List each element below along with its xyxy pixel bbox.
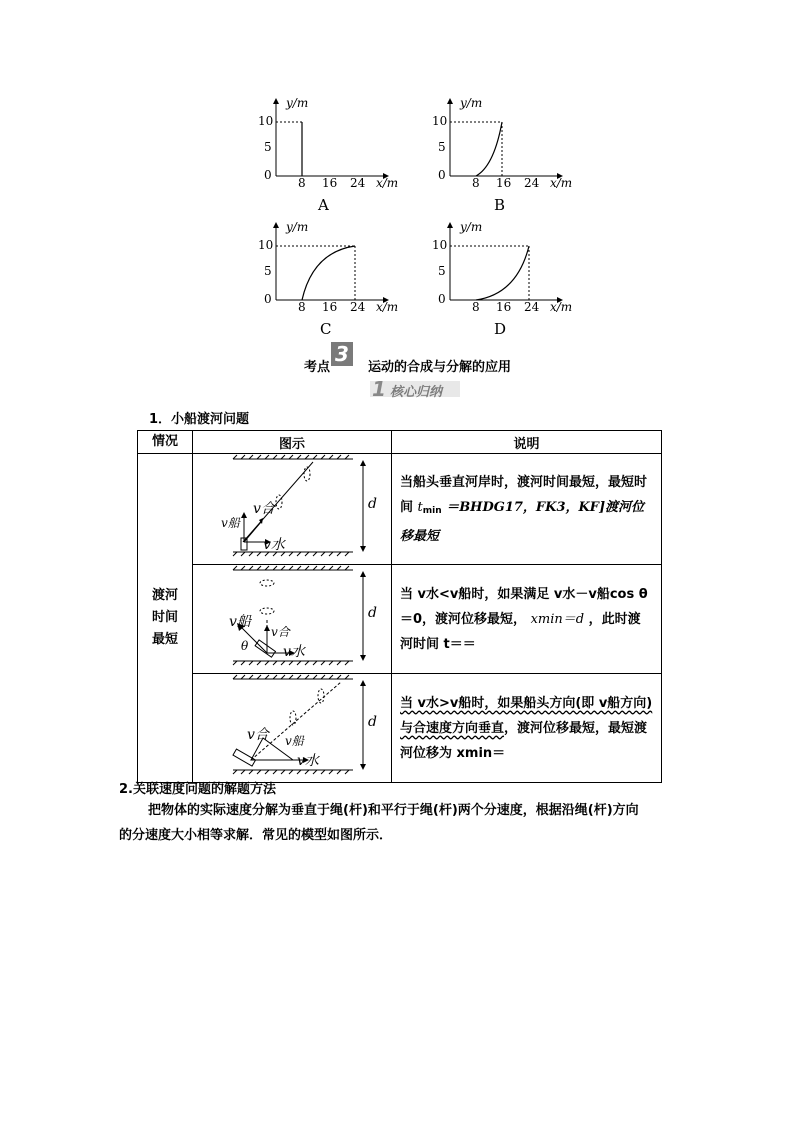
graph-c-xtick: 8 xyxy=(298,300,306,314)
table-header-row xyxy=(138,431,662,454)
graph-c-ytick: 5 xyxy=(264,264,272,278)
explanation-1-t: t xyxy=(417,499,423,515)
graph-d-ytick: 10 xyxy=(432,238,448,252)
graph-b-xtick: 24 xyxy=(524,176,540,190)
graph-a-xlabel: x/m xyxy=(376,176,399,190)
hexin-text: 核心归纳 xyxy=(390,385,443,400)
graph-b-ytick: 5 xyxy=(438,140,446,154)
explanation-2-xmin: xmin＝d xyxy=(530,611,585,627)
diagram-2-d: d xyxy=(368,605,377,621)
river-diagram-1 xyxy=(193,454,391,560)
graph-d xyxy=(432,220,652,340)
paragraph-line-1: 把物体的实际速度分解为垂直于绳(杆)和平行于绳(杆)两个分速度，根据沿绳(杆)方向 xyxy=(148,803,639,818)
diagram-1-v-chuan: v船 xyxy=(221,516,240,530)
explanation-cell-1 xyxy=(392,454,662,565)
section-2-heading: 2.关联速度问题的解题方法 xyxy=(119,782,276,797)
diagram-cell-2 xyxy=(193,565,392,674)
explanation-3-xmin: ，渡河位移最短，最短渡河位移为 xmin＝ xyxy=(400,720,648,761)
graph-d-ylabel: y/m xyxy=(460,220,483,234)
diagram-cell-1 xyxy=(193,454,392,565)
section-1-heading: 1．小船渡河问题 xyxy=(149,412,250,427)
diagram-2-v-chuan: v船 xyxy=(229,614,251,630)
diagram-3-d: d xyxy=(368,714,377,730)
row-label: 渡河时间最短 xyxy=(151,588,178,647)
diagram-1-d: d xyxy=(368,496,377,512)
explanation-3-text: 当 v水>v船时，如果船头方向(即 v船方向)与合速度方向垂直 xyxy=(400,695,653,736)
table-row xyxy=(138,565,662,674)
graph-d-caption: D xyxy=(494,320,507,338)
diagram-1-v-he: v合 xyxy=(253,501,275,517)
explanation-2-text: 当 v水<v船时，如果满足 v水－v船cos θ＝0，渡河位移最短， xyxy=(400,586,648,627)
graph-b-xtick: 8 xyxy=(472,176,480,190)
graph-c-caption: C xyxy=(320,320,332,338)
graph-c-ytick: 0 xyxy=(264,292,272,306)
kaodian-label: 考点 xyxy=(304,360,331,375)
graph-a-ytick: 0 xyxy=(264,168,272,182)
graph-c-xtick: 16 xyxy=(322,300,338,314)
graph-b-xlabel: x/m xyxy=(550,176,573,190)
diagram-cell-3 xyxy=(193,674,392,783)
graph-a-xtick: 8 xyxy=(298,176,306,190)
graph-d-xtick: 16 xyxy=(496,300,512,314)
paragraph-line-2: 的分速度大小相等求解．常见的模型如图所示． xyxy=(119,828,393,843)
graph-c-ytick: 10 xyxy=(258,238,274,252)
graph-b xyxy=(432,96,652,216)
graph-b-ytick: 10 xyxy=(432,114,448,128)
graph-a-xtick: 24 xyxy=(350,176,366,190)
graph-b-caption: B xyxy=(494,196,506,214)
graph-d-xtick: 8 xyxy=(472,300,480,314)
graph-d-xlabel: x/m xyxy=(550,300,573,314)
explanation-2-time: ，此时渡河时间 t＝＝ xyxy=(400,611,641,652)
row-label-cell xyxy=(138,454,193,783)
header-situation: 情况 xyxy=(138,431,193,454)
explanation-1-text: 当船头垂直河岸时，渡河时间最短，最短时间 xyxy=(400,474,648,515)
graph-b-ytick: 0 xyxy=(438,168,446,182)
diagram-2-v-shui: v水 xyxy=(283,644,305,660)
graph-d-ytick: 0 xyxy=(438,292,446,306)
graph-b-ylabel: y/m xyxy=(460,96,483,110)
graph-a-xtick: 16 xyxy=(322,176,338,190)
table-row xyxy=(138,674,662,783)
graph-b-xtick: 16 xyxy=(496,176,512,190)
diagram-3-v-chuan: v船 xyxy=(285,734,304,748)
river-diagram-3 xyxy=(193,674,391,778)
diagram-2-theta: θ xyxy=(241,639,249,653)
graph-c-ylabel: y/m xyxy=(286,220,309,234)
graph-c-xlabel: x/m xyxy=(376,300,399,314)
graph-d-ytick: 5 xyxy=(438,264,446,278)
graph-a-ylabel: y/m xyxy=(286,96,309,110)
explanation-cell-3 xyxy=(392,674,662,783)
graph-d-plot xyxy=(432,220,652,340)
graph-a-ytick: 5 xyxy=(264,140,272,154)
explanation-1-t-sub: min xyxy=(422,505,442,516)
header-diagram: 图示 xyxy=(193,431,392,454)
diagram-3-v-shui: v水 xyxy=(297,753,319,769)
graph-d-xtick: 24 xyxy=(524,300,540,314)
diagram-3-v-he: v合 xyxy=(247,727,269,743)
graph-b-plot xyxy=(432,96,652,216)
kaodian-number: 3 xyxy=(331,342,353,366)
header-explanation: 说明 xyxy=(392,431,662,454)
explanation-cell-2 xyxy=(392,565,662,674)
graph-a-caption: A xyxy=(318,196,329,214)
hexin-number: 1 xyxy=(372,377,386,401)
answer-graphs xyxy=(0,0,800,350)
kaodian-title: 运动的合成与分解的应用 xyxy=(368,360,512,375)
table-row xyxy=(138,454,662,565)
crossing-table xyxy=(137,430,662,783)
graph-a-ytick: 10 xyxy=(258,114,274,128)
diagram-2-v-he: v合 xyxy=(271,625,290,639)
graph-c-xtick: 24 xyxy=(350,300,366,314)
explanation-1-formula: ＝BHDG17，FK3，KF]渡河位移最短 xyxy=(400,499,645,544)
diagram-1-v-shui: v水 xyxy=(263,537,285,553)
